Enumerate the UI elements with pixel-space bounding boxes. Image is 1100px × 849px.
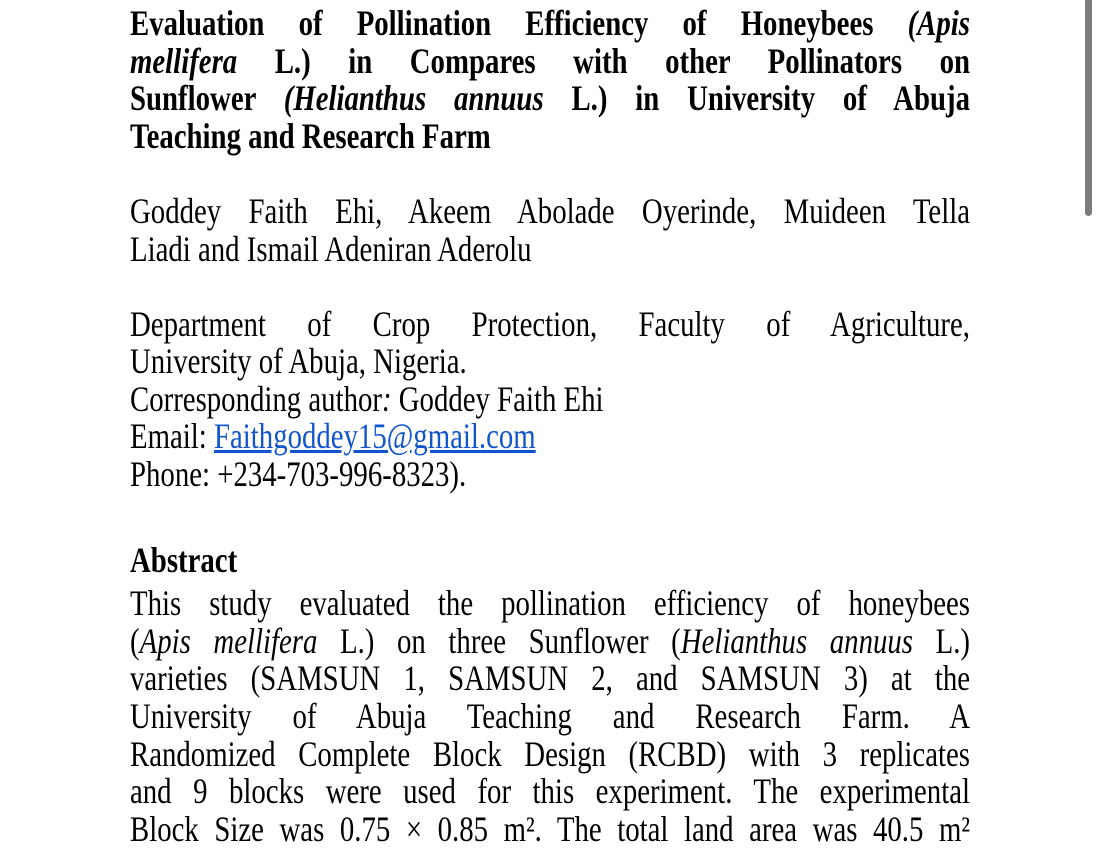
text-run: Sunflower [130, 78, 284, 119]
text-line [130, 660, 970, 698]
text-line [130, 5, 970, 43]
text-line [130, 303, 970, 344]
text-line [130, 773, 970, 811]
text-line [130, 228, 970, 269]
text-line [130, 40, 971, 81]
abstract-body [130, 585, 970, 848]
text-run: This study evaluated the pollination efficiency of honeybees [130, 583, 970, 624]
text-line [130, 695, 970, 736]
text-run: Goddey Faith Ehi [391, 378, 604, 419]
text-run: Teaching and Research Farm [130, 115, 491, 156]
text-run: Evaluation of Pollination Efficiency of Honeybees [130, 3, 908, 43]
document-content [130, 5, 970, 848]
text-run: L.) in University of Abuja [543, 78, 970, 119]
text-line [130, 808, 970, 849]
text-run: Email: [130, 416, 214, 457]
text-line [130, 453, 970, 494]
text-run: (Apis [907, 3, 970, 43]
abstract-heading [130, 539, 970, 580]
abstract-heading-label: Abstract [130, 539, 238, 580]
text-run: University of Abuja Teaching and Research Farm. A [130, 695, 970, 736]
text-line [130, 193, 970, 231]
text-run: Block Size was 0.75 × 0.85 m². The total land area was 40.5 m² [130, 808, 970, 849]
text-run: : [381, 378, 392, 419]
paper-title [130, 5, 970, 155]
scrollbar-thumb[interactable] [1085, 0, 1092, 216]
author-list [130, 193, 970, 268]
text-run: mellifera [130, 40, 238, 81]
text-run: Phone: +234-703-996-8323). [130, 453, 467, 494]
text-run: Department of Crop Protection, Faculty of Agriculture, [130, 303, 970, 344]
text-line [130, 80, 970, 118]
text-line [130, 733, 970, 774]
text-run: L.) in Compares with other Pollinators on [237, 40, 971, 81]
text-line [130, 585, 970, 623]
text-line [130, 620, 970, 661]
text-run: ( [130, 620, 140, 661]
text-run: Goddey Faith Ehi, Akeem Abolade Oyerinde, Muideen Tella [130, 191, 970, 232]
text-run: Helianthus annuus [680, 620, 913, 661]
text-run: varieties (SAMSUN 1, SAMSUN 2, and SAMSUN 3) at the [130, 658, 970, 699]
text-run: Apis mellifera [139, 620, 318, 661]
text-run: (Helianthus annuus [283, 78, 544, 119]
text-line [130, 378, 970, 419]
text-line [130, 115, 970, 156]
text-run: and 9 blocks were used for this experiment. The experimental [130, 771, 970, 812]
text-run: L.) [913, 620, 970, 661]
text-run: Randomized Complete Block Design (RCBD) with 3 replicates [130, 733, 970, 774]
affiliation-block [130, 303, 970, 494]
text-run: L.) on three Sunflower ( [317, 620, 681, 661]
text-run: University of Abuja, Nigeria. [130, 341, 467, 382]
text-line [130, 343, 970, 381]
text-run: Liadi and Ismail Adeniran Aderolu [130, 228, 532, 269]
text-run: Corresponding author [130, 378, 382, 419]
text-line [130, 418, 970, 456]
email-link[interactable]: Faithgoddey15@gmail.com [213, 416, 536, 457]
